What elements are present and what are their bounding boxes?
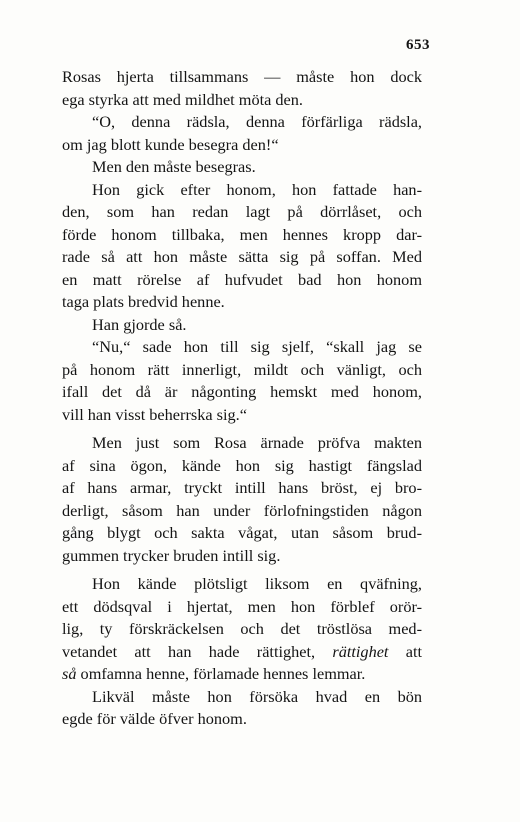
text-line: egde för välde öfver honom. [62, 709, 247, 728]
text-line: ifall det då är någonting hemskt med honom, [62, 382, 422, 401]
emphasis: rättighet [332, 641, 389, 661]
text-line: “Nu,“ sade hon till sig sjelf, “skall jag se [92, 337, 422, 356]
text-line: gummen trycker bruden intill sig. [62, 545, 281, 565]
paragraph [62, 432, 422, 567]
text-line: Men just som Rosa ärnade pröfva makten [92, 433, 422, 452]
paragraph [62, 573, 422, 686]
paragraph [62, 156, 422, 179]
text-line: rade så att hon måste sätta sig på soffan. Med [62, 247, 422, 266]
text-line: om jag blott kunde besegra den!“ [62, 134, 279, 154]
text-line: en matt rörelse af hufvudet bad hon honom [62, 269, 422, 289]
emphasis: så [62, 664, 77, 683]
text-line: förde honom tillbaka, men hennes kropp dar- [62, 224, 422, 244]
text-line: taga plats bredvid henne. [62, 292, 225, 311]
text-line: af sina ögon, kände hon sig hastigt fängslad [62, 455, 422, 475]
text-line: ett dödsqval i hjertat, men hon förblef orör- [62, 596, 422, 616]
body-text [62, 66, 422, 731]
text-line: af hans armar, tryckt intill hans bröst, ej bro- [62, 478, 422, 497]
text-line: derligt, såsom han under förlofningstiden någon [62, 500, 422, 520]
text-line: Likväl måste hon försöka hvad en bön [92, 686, 422, 706]
text-line: Hon gick efter honom, hon fattade han- [92, 179, 422, 199]
paragraph [62, 336, 422, 426]
text-line: så omfamna henne, förlamade hennes lemmar. [62, 664, 366, 683]
text-line: gång blygt och sakta vågat, utan såsom brud- [62, 523, 422, 542]
text-line: “O, denna rädsla, denna förfärliga rädsla, [92, 112, 422, 131]
paragraph [62, 314, 422, 337]
text-line: på honom rätt innerligt, mildt och vänligt, och [62, 359, 422, 379]
page-number: 653 [406, 37, 430, 53]
paragraph [62, 179, 422, 314]
paragraph [62, 66, 422, 111]
text-line: vetandet att han hade rättighet, rättighet att [62, 641, 423, 661]
text-line: Rosas hjerta tillsammans — måste hon dock [62, 67, 422, 86]
text-line: lig, ty förskräckelsen och det tröstlösa med- [62, 619, 422, 638]
paragraph [62, 686, 422, 731]
text-line: Men den måste besegras. [92, 157, 256, 176]
text-line: vill han visst beherrska sig.“ [62, 404, 247, 424]
text-line: Han gjorde så. [92, 314, 187, 334]
text-line: Hon kände plötsligt liksom en qväfning, [92, 574, 422, 593]
paragraph [62, 111, 422, 156]
text-line: den, som han redan lagt på dörrlåset, och [62, 202, 422, 221]
text-line: ega styrka att med mildhet möta den. [62, 89, 303, 109]
